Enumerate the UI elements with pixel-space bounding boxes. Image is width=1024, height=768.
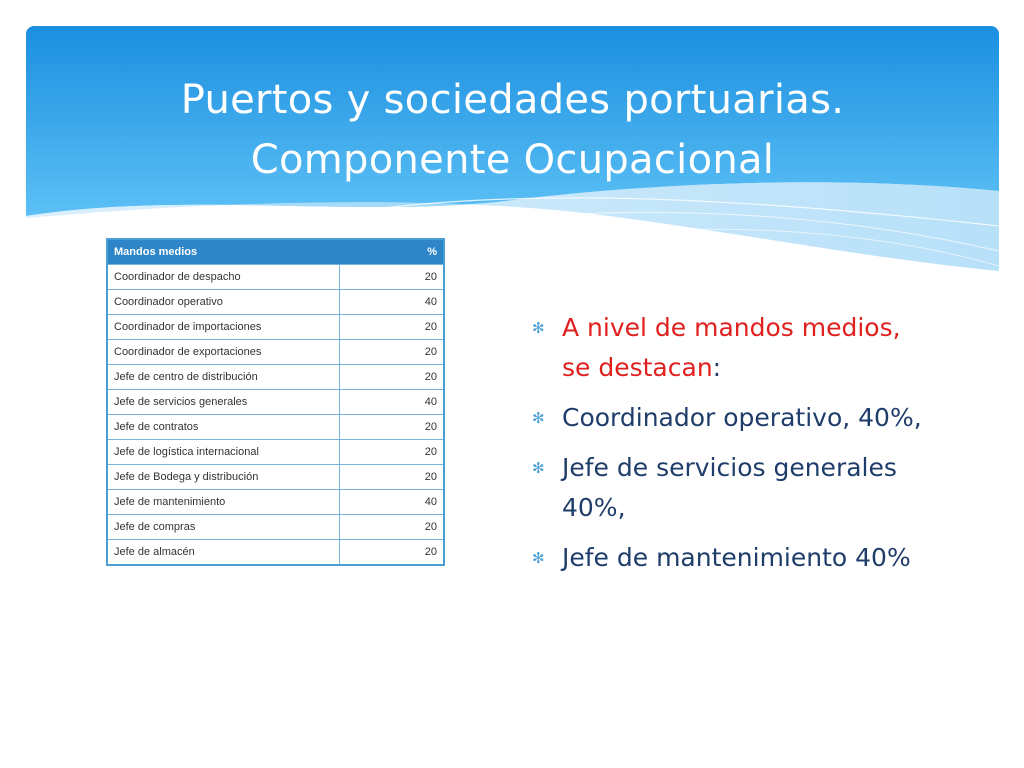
asterisk-bullet-icon: ✻ bbox=[532, 459, 545, 477]
percent-cell: 20 bbox=[339, 365, 444, 390]
bullet-text-servicios: Jefe de servicios generales 40%, bbox=[562, 453, 897, 522]
bullet-text-intro: A nivel de mandos medios, se destacan bbox=[562, 313, 901, 382]
table-row bbox=[107, 340, 444, 365]
table-header-row bbox=[107, 239, 444, 265]
table-row bbox=[107, 265, 444, 290]
role-cell: Jefe de logística internacional bbox=[107, 440, 339, 465]
percent-cell: 40 bbox=[339, 390, 444, 415]
list-item bbox=[532, 398, 932, 438]
list-item bbox=[532, 308, 932, 388]
percent-cell: 40 bbox=[339, 290, 444, 315]
role-cell: Coordinador de despacho bbox=[107, 265, 339, 290]
bullet-text-coordinador: Coordinador operativo, 40%, bbox=[562, 403, 922, 432]
highlights-list bbox=[532, 308, 932, 588]
role-cell: Jefe de contratos bbox=[107, 415, 339, 440]
table-row bbox=[107, 490, 444, 515]
role-cell: Jefe de Bodega y distribución bbox=[107, 465, 339, 490]
slide-title bbox=[26, 70, 999, 190]
role-cell: Jefe de mantenimiento bbox=[107, 490, 339, 515]
table-row bbox=[107, 390, 444, 415]
table-row bbox=[107, 465, 444, 490]
table-row bbox=[107, 365, 444, 390]
role-cell: Jefe de almacén bbox=[107, 540, 339, 566]
table-row bbox=[107, 315, 444, 340]
percent-cell: 20 bbox=[339, 265, 444, 290]
role-cell: Jefe de centro de distribución bbox=[107, 365, 339, 390]
table-row bbox=[107, 440, 444, 465]
percent-cell: 20 bbox=[339, 465, 444, 490]
table-row bbox=[107, 540, 444, 566]
mandos-medios-table bbox=[106, 238, 445, 566]
percent-cell: 20 bbox=[339, 415, 444, 440]
column-header-percent: % bbox=[339, 239, 444, 265]
asterisk-bullet-icon: ✻ bbox=[532, 409, 545, 427]
role-cell: Jefe de compras bbox=[107, 515, 339, 540]
bullet-colon: : bbox=[712, 353, 722, 382]
role-cell: Jefe de servicios generales bbox=[107, 390, 339, 415]
percent-cell: 20 bbox=[339, 315, 444, 340]
role-cell: Coordinador de importaciones bbox=[107, 315, 339, 340]
table-row bbox=[107, 515, 444, 540]
list-item bbox=[532, 448, 932, 528]
list-item bbox=[532, 538, 932, 578]
title-line-2: Componente Ocupacional bbox=[250, 137, 775, 183]
percent-cell: 40 bbox=[339, 490, 444, 515]
percent-cell: 20 bbox=[339, 440, 444, 465]
bullet-text-mantenimiento: Jefe de mantenimiento 40% bbox=[562, 543, 911, 572]
title-line-1: Puertos y sociedades portuarias. bbox=[180, 77, 845, 123]
percent-cell: 20 bbox=[339, 540, 444, 566]
table-row bbox=[107, 290, 444, 315]
table-row bbox=[107, 415, 444, 440]
asterisk-bullet-icon: ✻ bbox=[532, 319, 545, 337]
role-cell: Coordinador de exportaciones bbox=[107, 340, 339, 365]
asterisk-bullet-icon: ✻ bbox=[532, 549, 545, 567]
column-header-role: Mandos medios bbox=[107, 239, 339, 265]
role-cell: Coordinador operativo bbox=[107, 290, 339, 315]
percent-cell: 20 bbox=[339, 340, 444, 365]
percent-cell: 20 bbox=[339, 515, 444, 540]
